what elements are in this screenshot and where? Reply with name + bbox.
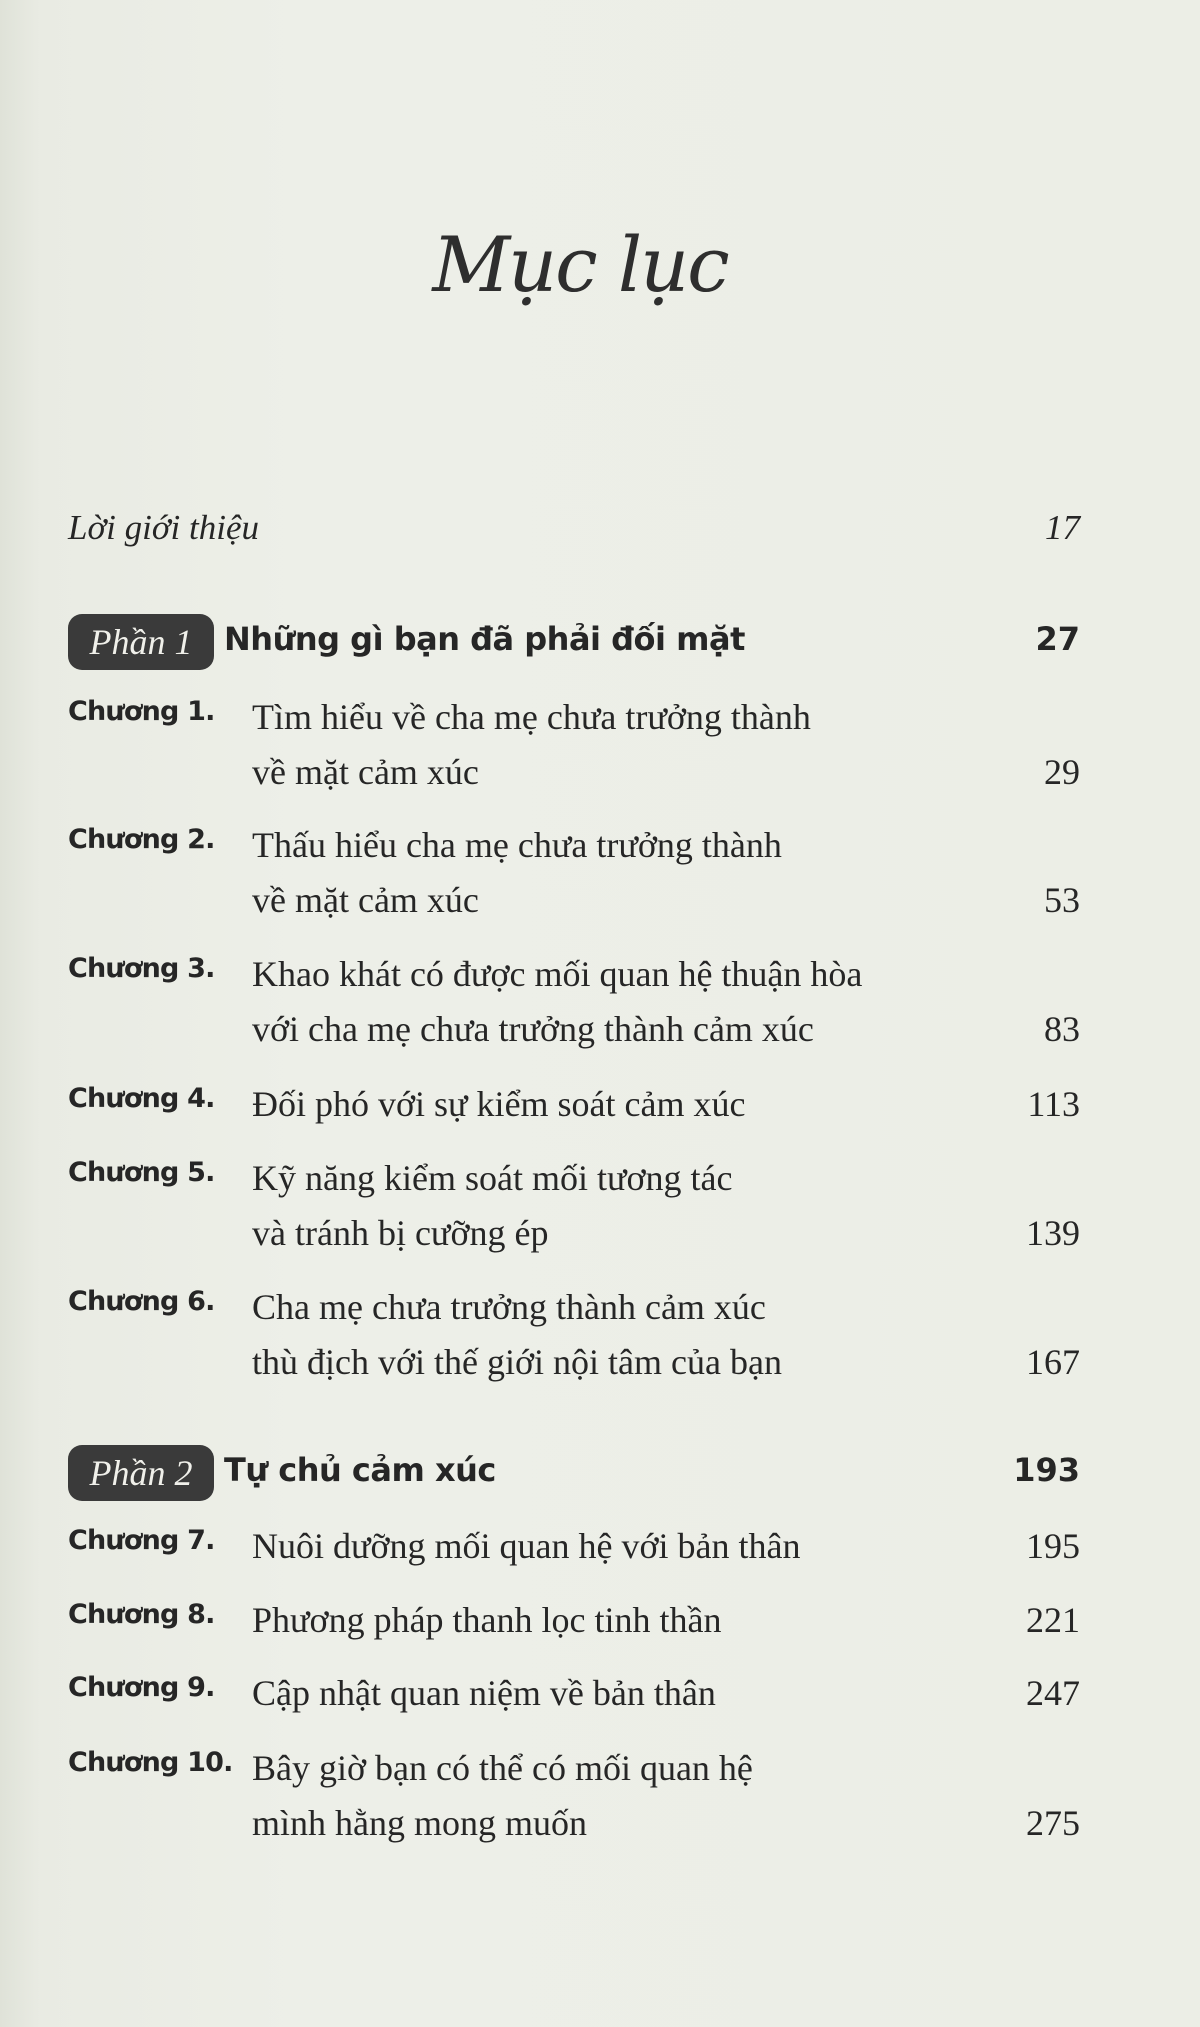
chapter-page: 195 (1026, 1526, 1080, 1566)
chapter-title-line: Kỹ năng kiểm soát mối tương tác (252, 1158, 733, 1198)
toc-entry-chapter-5[interactable] (68, 1151, 1080, 1261)
part-title: Tự chủ cảm xúc (224, 1451, 496, 1489)
part-page: 27 (1035, 620, 1080, 658)
chapter-label: Chương 7. (68, 1525, 215, 1556)
chapter-title-line: Cập nhật quan niệm về bản thân (252, 1673, 716, 1713)
chapter-title-line: với cha mẹ chưa trưởng thành cảm xúc (252, 1009, 814, 1049)
chapter-page: 167 (1026, 1342, 1080, 1382)
chapter-label: Chương 3. (68, 953, 215, 984)
chapter-label: Chương 2. (68, 824, 215, 855)
chapter-title-line: thù địch với thế giới nội tâm của bạn (252, 1342, 782, 1382)
toc-entry-chapter-6[interactable] (68, 1280, 1080, 1390)
chapter-page: 275 (1026, 1803, 1080, 1843)
toc-entry-chapter-2[interactable] (68, 818, 1080, 928)
toc-entry-chapter-3[interactable] (68, 947, 1080, 1057)
chapter-title-line: Cha mẹ chưa trưởng thành cảm xúc (252, 1287, 766, 1327)
toc-entry-chapter-1[interactable] (68, 690, 1080, 800)
chapter-title-line: Nuôi dưỡng mối quan hệ với bản thân (252, 1526, 801, 1566)
chapter-label: Chương 10. (68, 1747, 233, 1778)
part-badge: Phần 1 (68, 614, 214, 670)
chapter-label: Chương 6. (68, 1286, 215, 1317)
chapter-label: Chương 8. (68, 1599, 215, 1630)
chapter-title-line: Đối phó với sự kiểm soát cảm xúc (252, 1084, 746, 1124)
toc-entry-chapter-10[interactable] (68, 1741, 1080, 1851)
part-heading-1[interactable] (68, 614, 1080, 670)
chapter-title-line: Khao khát có được mối quan hệ thuận hòa (252, 954, 863, 994)
part-badge: Phần 2 (68, 1445, 214, 1501)
chapter-title-line: về mặt cảm xúc (252, 752, 479, 792)
chapter-page: 53 (1044, 880, 1080, 920)
chapter-label: Chương 4. (68, 1083, 215, 1114)
toc-entry-intro[interactable] (68, 508, 1080, 558)
chapter-title-line: và tránh bị cưỡng ép (252, 1213, 549, 1253)
part-title: Những gì bạn đã phải đối mặt (224, 620, 745, 658)
toc-entry-chapter-7[interactable] (68, 1519, 1080, 1574)
chapter-title-line: mình hằng mong muốn (252, 1803, 587, 1843)
chapter-title-line: Tìm hiểu về cha mẹ chưa trưởng thành (252, 697, 811, 737)
chapter-page: 83 (1044, 1009, 1080, 1049)
entry-page: 17 (1045, 508, 1080, 547)
chapter-label: Chương 1. (68, 696, 215, 727)
chapter-page: 247 (1026, 1673, 1080, 1713)
chapter-title-line: về mặt cảm xúc (252, 880, 479, 920)
entry-title: Lời giới thiệu (68, 508, 259, 547)
page-title: Mục lục (432, 220, 728, 309)
part-page: 193 (1013, 1451, 1080, 1489)
chapter-page: 113 (1027, 1084, 1080, 1124)
chapter-title-line: Phương pháp thanh lọc tinh thần (252, 1600, 722, 1640)
toc-entry-chapter-8[interactable] (68, 1593, 1080, 1648)
chapter-page: 221 (1026, 1600, 1080, 1640)
chapter-label: Chương 9. (68, 1672, 215, 1703)
chapter-title-line: Bây giờ bạn có thể có mối quan hệ (252, 1748, 753, 1788)
chapter-title-line: Thấu hiểu cha mẹ chưa trưởng thành (252, 825, 782, 865)
chapter-page: 29 (1044, 752, 1080, 792)
chapter-label: Chương 5. (68, 1157, 215, 1188)
toc-entry-chapter-4[interactable] (68, 1077, 1080, 1132)
toc-entry-chapter-9[interactable] (68, 1666, 1080, 1721)
part-heading-2[interactable] (68, 1445, 1080, 1501)
chapter-page: 139 (1026, 1213, 1080, 1253)
